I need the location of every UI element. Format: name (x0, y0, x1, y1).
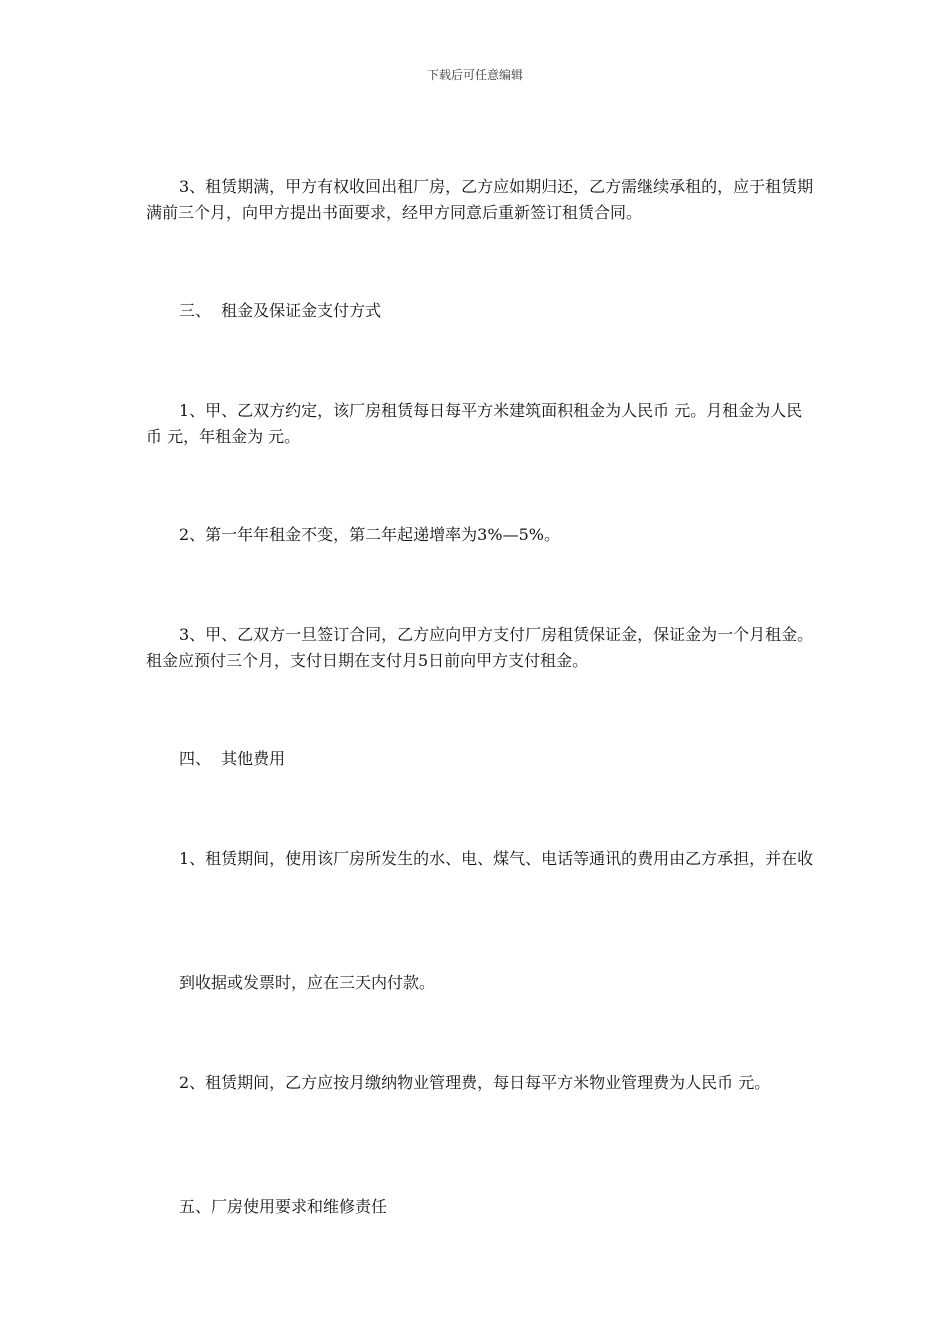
section-heading-rent-deposit: 三、 租金及保证金支付方式 (179, 301, 382, 320)
paragraph-lease-term-3: 3、租赁期满，甲方有权收回出租厂房，乙方应如期归还，乙方需继续承租的，应于租赁期满前三个月，向甲方提出书面要求，经甲方同意后重新签订租赁合同。 (146, 177, 814, 222)
section-heading-usage-maintenance: 五、厂房使用要求和维修责任 (179, 1197, 388, 1216)
paragraph-rent-1: 1、甲、乙双方约定，该厂房租赁每日每平方米建筑面积租金为人民币 元。月租金为人民币 元，年租金为 元。 (146, 401, 803, 446)
paragraph-rent-2: 2、第一年年租金不变，第二年起递增率为3%—5%。 (179, 525, 560, 544)
paragraph-fees-2: 2、租赁期间，乙方应按月缴纳物业管理费，每日每平方米物业管理费为人民币 元。 (179, 1073, 771, 1092)
paragraph-rent-3: 3、甲、乙双方一旦签订合同，乙方应向甲方支付厂房租赁保证金，保证金为一个月租金。租金应预付三个月，支付日期在支付月5日前向甲方支付租金。 (146, 625, 814, 670)
paragraph-fees-1-part1: 1、租赁期间，使用该厂房所发生的水、电、煤气、电话等通讯的费用由乙方承担，并在收 (179, 849, 814, 868)
section-heading-other-fees: 四、 其他费用 (179, 749, 286, 768)
paragraph-fees-1-part2: 到收据或发票时，应在三天内付款。 (179, 973, 436, 992)
page-header: 下载后可任意编辑 (426, 68, 523, 82)
